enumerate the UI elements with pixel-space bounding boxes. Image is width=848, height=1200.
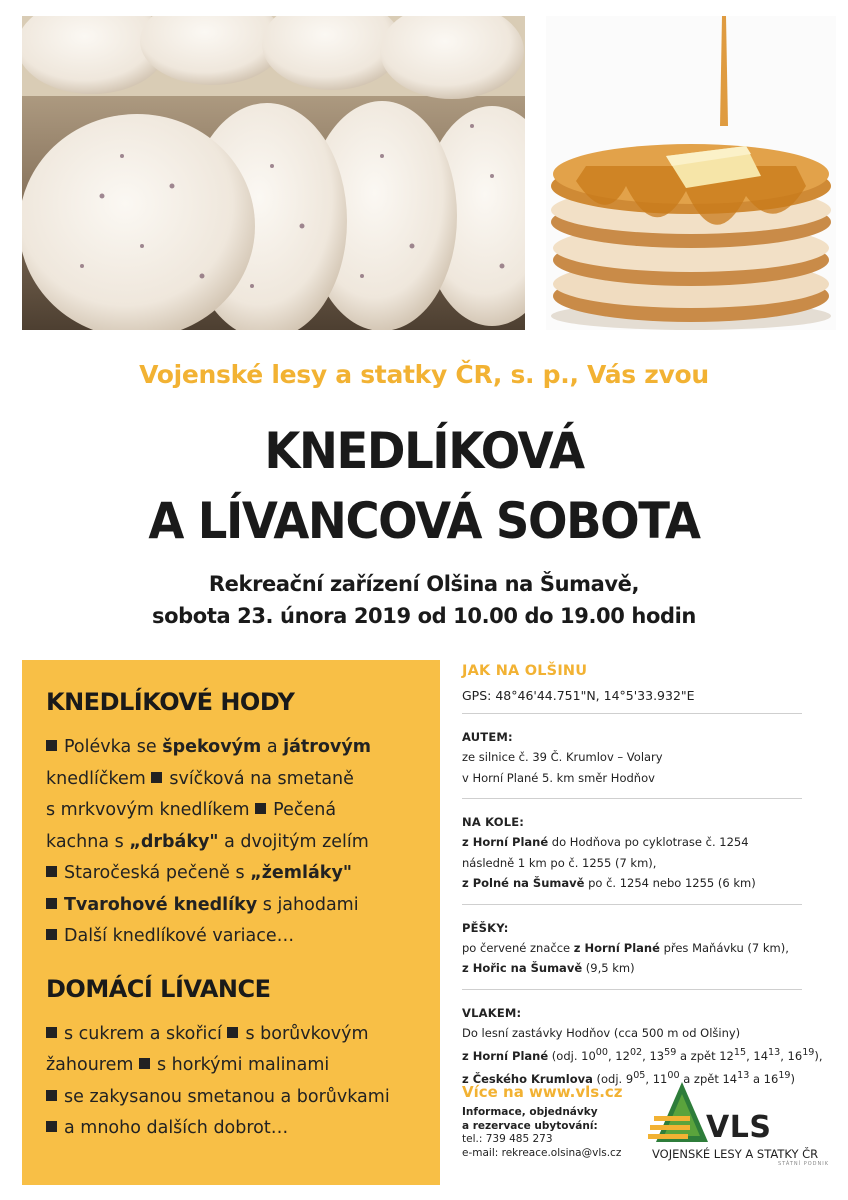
bullet-icon — [139, 1058, 150, 1069]
bullet-icon — [151, 772, 162, 783]
contact-label: a rezervace ubytování: — [462, 1119, 598, 1132]
venue-line: Rekreační zařízení Olšina na Šumavě, — [208, 572, 640, 596]
bike-line: z Polné na Šumavě po č. 1254 nebo 1255 (6 km) — [462, 876, 756, 890]
vls-logo — [648, 1080, 838, 1175]
title-line-1: KNEDLÍKOVÁ — [264, 422, 584, 480]
triangle-logo-icon — [648, 1080, 708, 1150]
logo-company-name: VOJENSKÉ LESY A STATKY ČR — [652, 1147, 819, 1161]
divider — [462, 904, 802, 905]
bullet-icon — [227, 1027, 238, 1038]
title-line-2: A LÍVANCOVÁ SOBOTA — [148, 492, 700, 550]
dumpling-feast-heading: KNEDLÍKOVÉ HODY — [46, 688, 295, 716]
dumplings-photo — [22, 16, 525, 330]
directions-heading: JAK NA OLŠINU — [462, 663, 588, 679]
bullet-icon — [255, 803, 266, 814]
car-line: ze silnice č. 39 Č. Krumlov – Volary — [462, 750, 663, 764]
gps-coordinates: GPS: 48°46'44.751"N, 14°5'33.932"E — [462, 688, 695, 703]
pancakes-photo — [546, 16, 836, 330]
dumpling-feast-text: Polévka se špekovým a játrovým knedlíčkem svíčková na smetaně s mrkvovým knedlíkem Pečená kachna s „drbáky" a dvojitým zelím Staročeská pečeně s „žemláky" Tvarohové knedlíky s jahodami Další knedlíkové variace… — [46, 737, 371, 946]
walk-line: z Hořic na Šumavě (9,5 km) — [462, 961, 635, 975]
train-title: VLAKEM: — [462, 1005, 522, 1020]
bike-line: z Horní Plané do Hodňova po cyklotrase č. 1254 — [462, 835, 749, 849]
bullet-icon — [46, 1121, 57, 1132]
pancakes-text: s cukrem a skořicí s borůvkovým žahourem s horkými malinami se zakysanou smetanou a borůvkami a mnoho dalších dobrot… — [46, 1023, 390, 1138]
bullet-icon — [46, 740, 57, 751]
divider — [462, 989, 802, 990]
contact-info — [462, 1106, 621, 1160]
website-link[interactable]: Více na www.vls.cz — [462, 1083, 623, 1101]
pancakes-illustration — [546, 16, 836, 330]
logo-subtitle: STÁTNÍ PODNIK — [778, 1161, 830, 1167]
bullet-icon — [46, 1027, 57, 1038]
bike-title: NA KOLE: — [462, 815, 525, 829]
walk-title: PĚŠKY: — [462, 920, 509, 935]
bullet-icon — [46, 866, 57, 877]
divider — [462, 713, 802, 714]
bullet-icon — [46, 1090, 57, 1101]
email-address[interactable]: e-mail: rekreace.olsina@vls.cz — [462, 1146, 622, 1159]
dumplings-illustration — [22, 16, 525, 330]
train-line: Do lesní zastávky Hodňov (cca 500 m od Olšiny) — [462, 1025, 741, 1040]
logo-text: VLS — [706, 1110, 772, 1145]
bullet-icon — [46, 898, 57, 909]
pancakes-heading: DOMÁCÍ LÍVANCE — [46, 974, 271, 1003]
menu-box — [22, 660, 440, 1185]
divider — [462, 798, 802, 799]
phone-number: tel.: 739 485 273 — [462, 1133, 553, 1145]
invitation-line: Vojenské lesy a statky ČR, s. p., Vás zvou — [139, 360, 709, 389]
contact-label: Informace, objednávky — [462, 1106, 598, 1118]
car-title: AUTEM: — [462, 730, 513, 744]
bike-line: následně 1 km po č. 1255 (7 km), — [462, 855, 657, 870]
car-line: v Horní Plané 5. km směr Hodňov — [462, 770, 655, 785]
walk-line: po červené značce z Horní Plané přes Maňávku (7 km), — [462, 940, 789, 955]
directions-section — [462, 663, 832, 1090]
train-line: z Českého Krumlova (odj. $9^{05}$, $11^{00}$ a zpět $14^{13}$ a $16^{19}$) — [462, 1070, 796, 1087]
date-time-line: sobota 23. února 2019 od 10.00 do 19.00 hodin — [152, 604, 696, 628]
train-line: z Horní Plané (odj. $10^{00}$, $12^{02}$, $13^{59}$ a zpět $12^{15}$, $14^{13}$, $16^{19}$), — [462, 1047, 823, 1063]
bullet-icon — [46, 929, 57, 940]
